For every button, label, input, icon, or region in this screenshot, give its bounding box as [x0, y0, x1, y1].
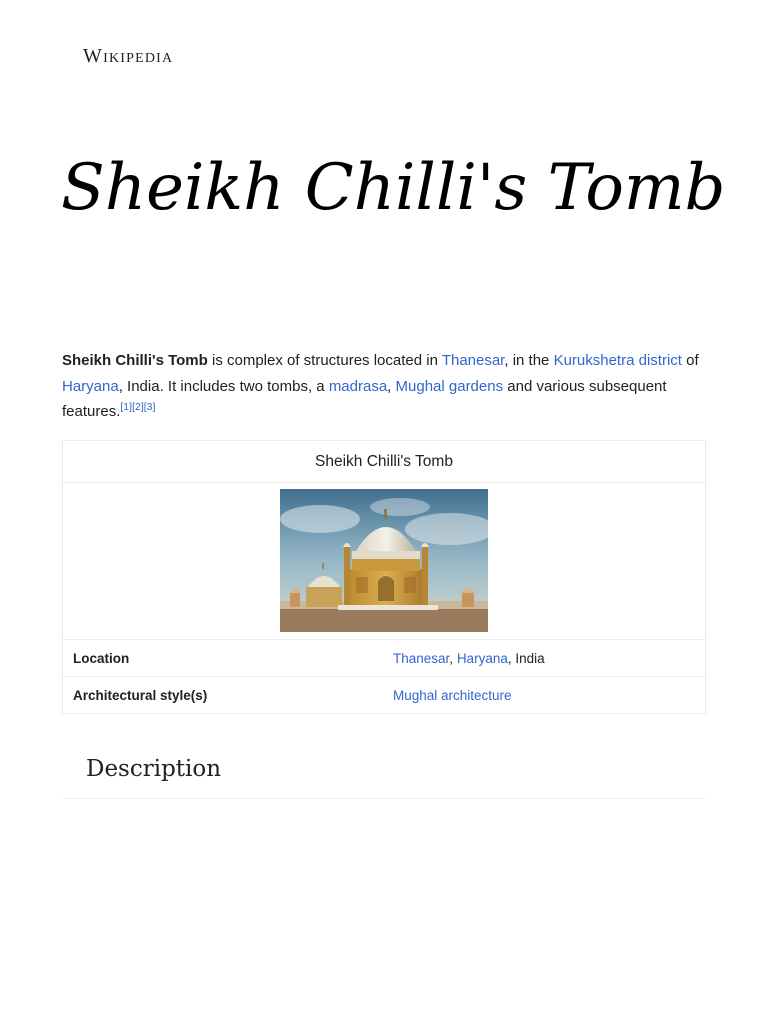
- infobox-value: [393, 688, 705, 703]
- infobox-image-row: [63, 483, 705, 640]
- intro-text: , India. It includes two tombs, a: [118, 377, 329, 395]
- references: [120, 401, 155, 413]
- link-mughal-architecture[interactable]: Mughal architecture: [393, 687, 512, 703]
- page-title: Sheikh Chilli's Tomb: [61, 151, 726, 225]
- tomb-photo[interactable]: [280, 489, 488, 632]
- intro-text: ,: [387, 377, 396, 395]
- infobox: [62, 440, 706, 714]
- intro-bold-term: Sheikh Chilli's Tomb: [62, 352, 208, 369]
- wikipedia-logo[interactable]: Wikipedia: [83, 45, 174, 67]
- intro-text: , in the: [504, 352, 554, 369]
- infobox-row-architectural-style: [63, 677, 705, 713]
- reference-link-1[interactable]: [1]: [120, 401, 133, 413]
- value-separator: ,: [449, 650, 457, 666]
- link-thanesar[interactable]: Thanesar: [393, 650, 450, 666]
- section-description[interactable]: [62, 748, 706, 799]
- infobox-label: Architectural style(s): [73, 687, 208, 703]
- link-kurukshetra-district[interactable]: Kurukshetra district: [553, 352, 682, 369]
- link-madrasa[interactable]: madrasa: [328, 377, 388, 395]
- intro-paragraph: [62, 348, 706, 425]
- infobox-value: [393, 651, 705, 666]
- link-haryana[interactable]: Haryana: [62, 377, 119, 395]
- link-thanesar[interactable]: Thanesar: [441, 352, 505, 369]
- section-heading: Description: [86, 756, 222, 782]
- link-mughal-gardens[interactable]: Mughal gardens: [395, 377, 504, 395]
- intro-text: and various subsequent features.: [62, 377, 667, 420]
- reference-link-3[interactable]: [3]: [143, 401, 156, 413]
- intro-text: of: [681, 352, 699, 369]
- infobox-caption: Sheikh Chilli's Tomb: [63, 441, 705, 483]
- infobox-row-location: [63, 640, 705, 677]
- intro-text: is complex of structures located in: [207, 352, 442, 369]
- reference-link-2[interactable]: [2]: [132, 401, 144, 413]
- value-tail: , India: [507, 650, 545, 666]
- infobox-label: Location: [73, 650, 130, 666]
- link-haryana[interactable]: Haryana: [456, 650, 508, 666]
